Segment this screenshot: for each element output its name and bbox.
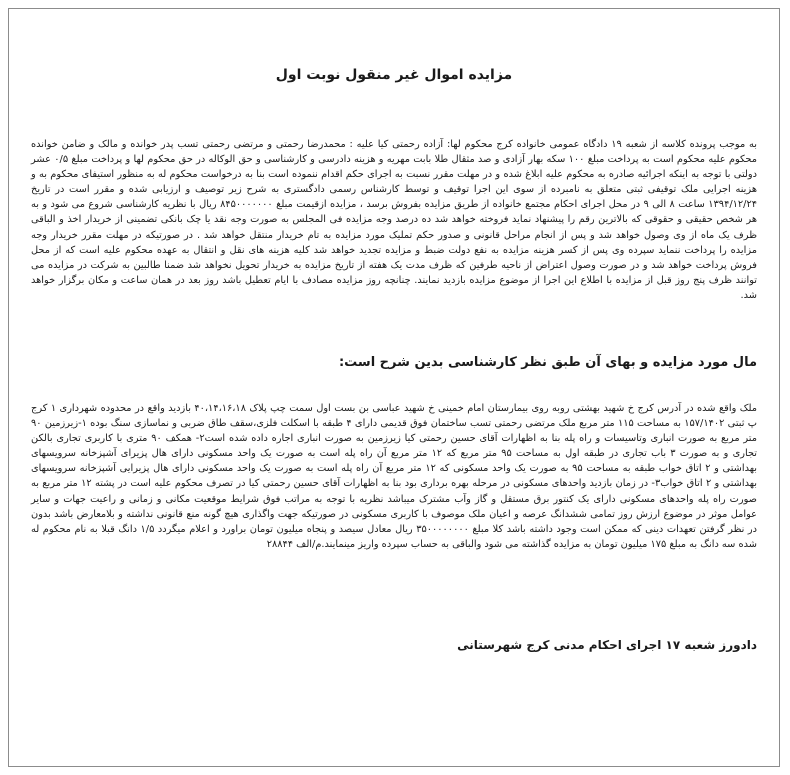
property-subtitle: مال مورد مزایده و بهای آن طبق نظر کارشناسی بدین شرح است:: [338, 355, 757, 370]
property-description-paragraph: ملک واقع شده در آدرس کرج خ شهید بهشتی روبه روی بیمارستان امام خمینی خ شهید عباسی بن بست اول سمت چپ پلاک ۴۰،۱۴،۱۶،۱۸ بازدید واقع در محدوده شهرداری ۱ کرج پ ثبتی ۱۵۷/۱۴۰۲ به مساحت ۱۱۵ متر مربع ملک مرتضی رحمتی تسب ساختمان فوق قدیمی دارای ۴ طبقه با اسکلت فلزی،سقف طاق ضربی و نماسازی سنگ بوده ۱-زیرزمین ۹۰ متر مربع به صورت انباری وتاسیسات و راه پله بنا به اظهارات آقای حسین رحمتی کیا زیرزمین به صورت انباری اجاره داده شده است۲- همکف ۹۰ متری با کاربری تجاری بالکن تجاری و به صورت ۳ باب تجاری در طبقه اول به مساحت ۹۵ متر مربع که ۱۲ متر مربع آن راه پله است به صورت یک واحد مسکونی دارای هال پزیرای آشپزخانه سرویسهای بهداشتی و ۲ اتاق خواب طبقه به مساحت ۹۵ به صورت یک واحد مسکونی که ۱۲ متر مربع آن راه پله است به صورت یک واحد مسکونی دارای هال پزیرایی آشپزخانه سرویسهای بهداشتی و ۲ اتاق خواب۳- در زمان بازدید واحدهای مسکونی در مرحله بهره برداری بود بنا به اظهارات آقای حسین رحمتی کیا در تصرف محکوم علیه است در پشته ۱۲ متر مربع به صورت راه پله واحدهای مسکونی دارای یک کنتور برق مستقل و گاز وآب مشترک میباشد نظریه با توجه به مراتب فوق شرایط موقعیت مکانی و زمانی و راعیت جهات و سایر عوامل موثر در موضوع ارزش روز تمامی ششدانگ عرصه و اعیان ملک موصوف با کاربری مسکونی در صورتیکه جهت واگذاری هیچ گونه منع قانونی نداشته و بلامعارض باشد بدون در نظر گرفتن تعهدات دینی که ممکن است وجود داشته باشد کلا مبلغ ۳۵۰۰۰۰۰۰۰۰ ریال معادل سیصد و پنجاه میلیون تومان براورد و اعلام میگردد ۱/۵ دانگ قبلا به نام محکوم له شده سه دانگ به مبلغ ۱۷۵ میلیون تومان به مزایده گذاشته می شود والباقی به حساب سپرده واریز مینمایند.م/الف ۲۸۸۴۴: [31, 403, 758, 550]
notice-title: مزایده اموال غیر منقول نوبت اول: [275, 67, 513, 83]
signature-line: دادورز شعبه ۱۷ اجرای احکام مدنی کرج شهرستانی: [457, 638, 757, 652]
notice-frame: [8, 8, 780, 767]
intro-paragraph: به موجب پرونده کلاسه از شعبه ۱۹ دادگاه عمومی خانواده کرج محکوم لها: آزاده رحمتی کیا علیه : محمدرضا رحمتی و مرتضی رحمتی تسب پدر خوانده و مالک و ضامن خوانده محکوم علیه محکوم است به پرداخت مبلغ ۱۰۰ سکه بهار آزادی و صد مثقال طلا بابت مهریه و هزینه دادرسی و کارشناسی و حق الوکاله در حق محکوم لها و پرداخت مبلغ ۰/۵ عشر دولتی با توجه به اینکه اجرائیه صادره به محکوم علیه ابلاغ شده و در مهلت مقرر نسبت به اجرای حکم اقدام ننموده است بنا به درخواست محکوم له به منظور استیفای محکوم به و هزینه اجرایی ملک توقیفی ثبتی متعلق به نامبرده از سوی این اجرا توقیف و توسط کارشناس رسمی دادگستری به شرح زیر توصیف و ارزیابی شده و مقرر است در تاریخ ۱۳۹۴/۱۲/۲۴ ساعت ۸ الی ۹ در محل اجرای احکام مجتمع خانواده از طریق مزایده بفروش برسد ، مزایده ازقیمت مبلغ ۸۴۵۰۰۰۰۰۰۰ ریال با نظریه کارشناسی شروع می شود و به هر شخص حقیقی و حقوقی که بالاترین رقم را پیشنهاد نماید فروخته خواهد شد ده درصد وجه مزایده فی المجلس به صورت وجه نقد یا چک بانکی تضمینی از خریدار اخذ و الباقی ظرف یک ماه از وی وصول خواهد شد و پس از انجام مراحل قانونی و صدور حکم تملیک مورد مزایده به تام خریدار منتقل خواهد شد . در صورتیکه در مهلت مقرر خریدار وجه مزایده را پرداخت ننماید سپرده وی پس از کسر هزینه مزایده به نفع دولت ضبط و مزایده تجدید خواهد شد کلیه هزینه های نقل و انتقال به عهده محکوم علیه است که از محل فروش پرداخت خواهد شد و در صورت وصول اعتراض از ناحیه طرفین که ظرف مدت یک هفته از تاریخ مزایده به خریدار تحویل نخواهد شد ضمنا طالبین به شرکت در مزایده می توانند ظرف پنج روز قبل از مزایده با اطلاع این اجرا از موضوع مزایده بازدید نمایند. چنانچه روز مزایده مصادف با ایام تعطیل باشد روز بعد در همان ساعت و مکان برگزار خواهد شد.: [31, 139, 758, 301]
